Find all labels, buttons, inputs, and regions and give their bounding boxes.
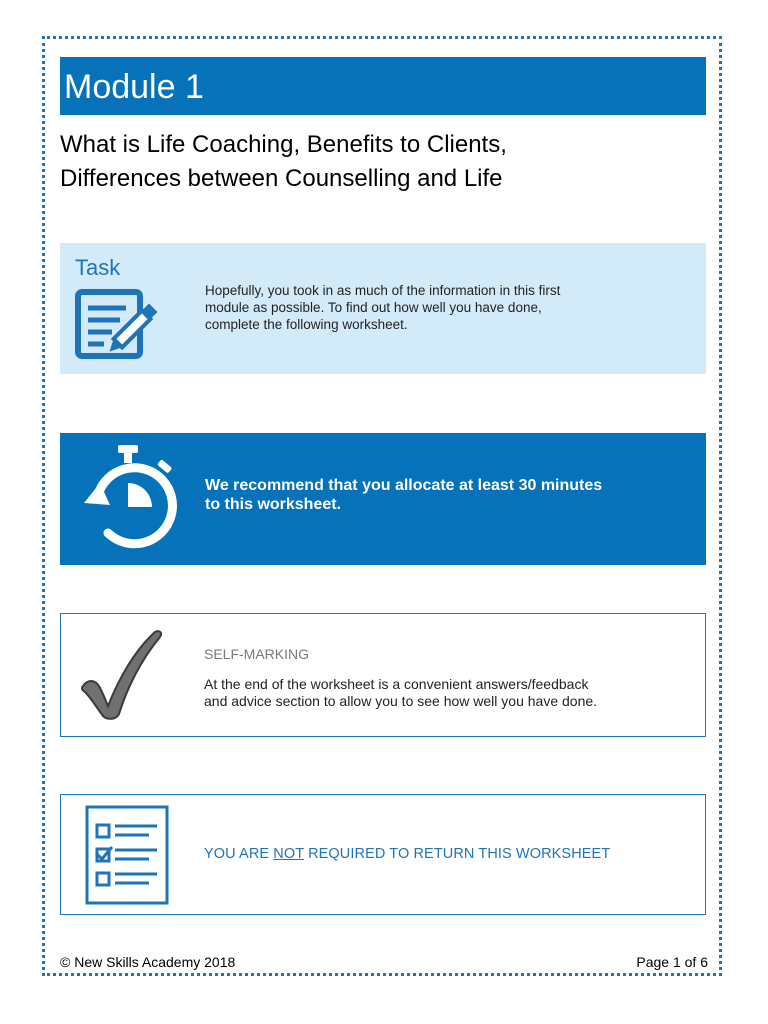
footer-page-number: Page 1 of 6 [636,954,708,970]
checkmark-icon [77,628,167,727]
task-box [60,243,706,374]
task-description: Hopefully, you took in as much of the information in this first module as possible. To find out how well you have done, complete the following worksheet. [205,283,561,332]
time-recommendation-box [60,433,706,565]
subtitle-line-1: What is Life Coaching, Benefits to Clients, [60,131,507,158]
return-notice-text: YOU ARE NOT REQUIRED TO RETURN THIS WORKSHEET [204,846,611,862]
subtitle-line-2: Differences between Counselling and Life [60,165,503,192]
module-header [60,57,706,115]
self-marking-box [60,613,706,737]
self-marking-label: SELF-MARKING [204,646,310,662]
task-title: Task [75,255,121,280]
clipboard-pencil-icon [74,289,169,364]
module-title: Module 1 [64,68,204,106]
checklist-icon [85,805,169,910]
footer-copyright: © New Skills Academy 2018 [60,954,236,970]
stopwatch-icon [70,443,185,560]
return-notice-box [60,794,706,915]
module-subtitle [60,128,706,196]
self-marking-description: At the end of the worksheet is a convenient answers/feedback and advice section to allow you to see how well you have done. [204,676,598,709]
not-emphasis: NOT [273,846,304,862]
time-recommendation-text: We recommend that you allocate at least 30 minutes to this worksheet. [205,477,603,513]
